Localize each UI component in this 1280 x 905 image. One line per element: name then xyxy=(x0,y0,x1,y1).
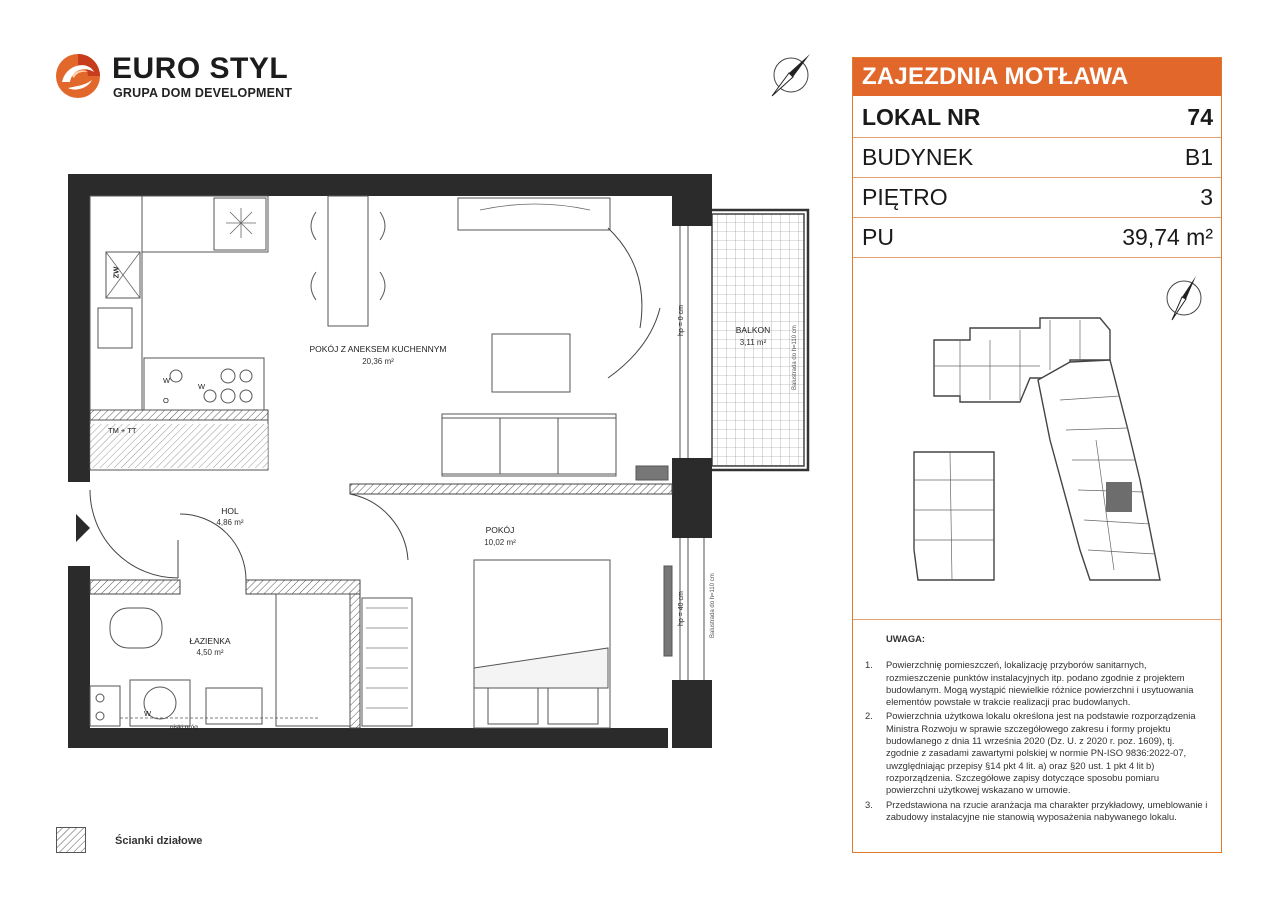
row-pu-label: PU xyxy=(862,224,894,250)
row-pietro xyxy=(853,178,1221,218)
room-name-hall: HOL xyxy=(221,506,239,516)
row-lokal-label: LOKAL NR xyxy=(862,104,981,130)
plan-labels xyxy=(60,168,820,758)
row-pu-value: 39,74 m² xyxy=(1122,224,1213,250)
row-lokal xyxy=(853,98,1221,138)
o-label: O xyxy=(163,396,169,405)
room-area-hall: 4,86 m² xyxy=(216,518,244,527)
investment-header xyxy=(853,58,1221,96)
euro-styl-logo-icon xyxy=(54,52,102,100)
note-number: 1. xyxy=(865,659,873,671)
balustrada-label: Balustrada do h=110 cm xyxy=(792,325,798,390)
site-plan-diagram xyxy=(900,300,1200,600)
w-label-3: W xyxy=(144,709,152,718)
row-lokal-value: 74 xyxy=(1187,104,1213,130)
balustrada-label-2: Balustrada do h=110 cm xyxy=(710,573,716,638)
partition-walls-legend-icon xyxy=(56,827,86,853)
room-area-bathroom: 4,50 m² xyxy=(196,648,224,657)
note-number: 3. xyxy=(865,798,873,810)
row-pu xyxy=(853,218,1221,258)
note-item xyxy=(863,799,1208,824)
brand-subtitle: GRUPA DOM DEVELOPMENT xyxy=(113,86,293,100)
note-item xyxy=(863,659,1208,708)
note-text: Przedstawiona na rzucie aranżacja ma charakter przykładowy, umeblowanie i zabudowy instalacyjne nie stanowią wyposażenia nabywanego lokalu. xyxy=(886,798,1208,822)
w-label-2: W xyxy=(198,382,206,391)
note-text: Powierzchnia użytkowa lokalu określona jest na podstawie rozporządzenia Ministra Rozwoju w sprawie szczegółowego zakresu i formy projektu budowlanego z dnia 11 września 2020 (Dz. U. z 2020 r. poz. 1609), tj. zgodnie z zasadami zawartymi polskiej w normie PN-ISO 9836:2022-07, uwzględniając przepisy §14 pkt 4 lit. a) oraz §20 ust. 1 pkt 4 lit b) rozporządzenia. Szczegółowe zapisy dotyczące sposobu pomiaru powierzchni użytkowej wskazano w umowie. xyxy=(886,710,1196,796)
notes-title: UWAGA: xyxy=(886,633,926,644)
legend-label: Ścianki działowe xyxy=(115,835,203,847)
row-pietro-value: 3 xyxy=(1200,184,1213,210)
row-budynek-value: B1 xyxy=(1184,144,1213,170)
selected-apartment-marker xyxy=(1106,482,1132,512)
room-area-room: 10,02 m² xyxy=(484,538,516,547)
w-label: W xyxy=(163,376,171,385)
row-pietro-label: PIĘTRO xyxy=(862,184,948,210)
note-number: 2. xyxy=(865,710,873,722)
room-name-living: POKÓJ Z ANEKSEM KUCHENNYM xyxy=(309,344,447,354)
hp0-label: hp = 0 cm xyxy=(678,305,685,336)
niski-prog-label: niski próg xyxy=(170,724,198,731)
room-name-balcony: BALKON xyxy=(735,325,771,335)
north-compass-icon xyxy=(766,50,816,100)
row-budynek xyxy=(853,138,1221,178)
room-area-living: 20,36 m² xyxy=(362,357,394,366)
room-name-room: POKÓJ xyxy=(485,525,515,535)
note-item xyxy=(863,710,1208,796)
brand-name: EURO STYL xyxy=(112,52,289,85)
note-text: Powierzchnię pomieszczeń, lokalizację przyborów sanitarnych, rozmieszczenie punktów instalacyjnych itp. podano zgodnie z projektem budowlanym. Mogą wystąpić niewielkie różnice powierzchni i usytuowania elementów powstałe w trakcie realizacji prac budowlanych. xyxy=(886,659,1194,708)
notes-divider xyxy=(853,619,1221,620)
tm-tt-label: TM + TT xyxy=(108,426,137,435)
hp40-label: hp = 40 cm xyxy=(678,591,685,626)
investment-name: ZAJEZDNIA MOTŁAWA xyxy=(862,63,1129,90)
notes-section xyxy=(863,633,1208,825)
zw-label: ZW xyxy=(111,266,121,279)
row-budynek-label: BUDYNEK xyxy=(862,144,974,170)
room-name-bathroom: ŁAZIENKA xyxy=(189,636,231,646)
room-area-balcony: 3,11 m² xyxy=(739,338,767,347)
